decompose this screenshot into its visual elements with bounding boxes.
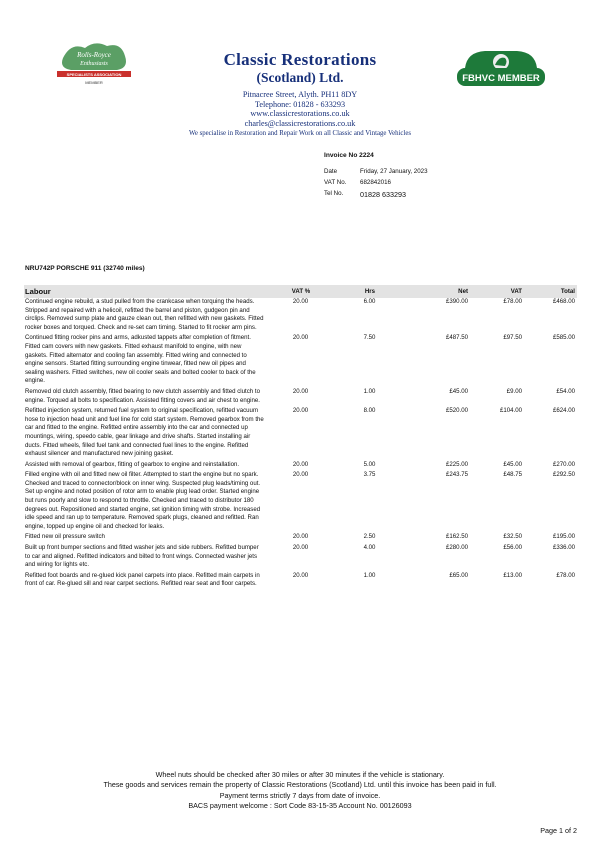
row-net: £65.00 — [449, 571, 468, 579]
row-total: £468.00 — [552, 298, 575, 305]
row-vat: £48.75 — [503, 471, 522, 479]
row-vat-percent: 20.00 — [292, 298, 309, 305]
table-row — [24, 298, 577, 334]
website: www.classicrestorations.co.uk — [250, 109, 350, 119]
row-vat-percent: 20.00 — [292, 571, 309, 579]
company-name: Classic Restorations — [223, 50, 377, 69]
row-net: £225.00 — [445, 460, 468, 468]
tagline: We specialise in Restoration and Repair Work on all Classic and Vintage Vehicles — [189, 130, 411, 137]
row-hours: 4.00 — [363, 544, 376, 552]
row-hours: 7.50 — [363, 334, 376, 342]
row-hours: 2.50 — [363, 533, 376, 541]
row-description: Filled engine with oil and fitted new oil filter. Attempted to start the engine but no spark. Checked and traced to connector/block on inner wing. Suspected plug leads/timing out. Set up engine and noted position of rotor arm to enable plug lead order. Started engine but runs poorly and slow to respond to throttle. Checked and traced to distributor 180 degrees out. Repositioned and started engine, set ignition timing with strobe. Increased idle speed and ran up to temperature. Removed spark plugs, cleaned and refitted. Ran engine, topped up engine oil and checked for leaks. — [25, 471, 261, 530]
row-vat-percent: 20.00 — [292, 460, 309, 468]
terms-footer — [0, 770, 600, 812]
tel-row — [324, 190, 428, 201]
row-description: Continued engine rebuild, a stud pulled from the crankcase when torquing the heads. Stripped and repaired with a helicoil, refitted the barrel and piston, gudgeon pin and circlips. Removed sump plate and gauze clean out, then refitted with new gaskets. Fitted rocker boxes and torqued. Check and re-set cam timing. Started to fit rocker arm pins. — [25, 298, 264, 331]
vat-label: VAT No. — [324, 179, 347, 186]
row-description: Fitted new oil pressure switch — [25, 533, 105, 541]
row-net: £280.00 — [445, 544, 468, 552]
row-net: £243.75 — [445, 471, 468, 479]
row-vat: £13.00 — [503, 571, 522, 579]
email: charles@classicrestorations.co.uk — [244, 118, 356, 128]
row-vat-percent: 20.00 — [292, 533, 309, 541]
row-vat: £32.50 — [503, 533, 522, 541]
row-description: Built up front bumper sections and fitted washer jets and side rubbers. Refitted bumper to car and aligned. Refitted indicators and bilted to front wings. Connected washer jets and wiring for lights etc. — [25, 544, 259, 569]
table-row — [24, 544, 577, 572]
row-vat: £97.50 — [503, 334, 522, 342]
row-hours: 1.00 — [363, 571, 376, 579]
row-vat-percent: 20.00 — [292, 334, 309, 342]
vat-number-row — [324, 179, 428, 190]
page-number: Page 1 of 2 — [540, 826, 577, 835]
row-vat-percent: 20.00 — [292, 471, 309, 479]
row-net: £520.00 — [445, 407, 468, 415]
address: Pitnacree Street, Alyth. PH11 8DY — [242, 90, 358, 99]
row-vat: £45.00 — [503, 460, 522, 468]
contact-block — [0, 90, 600, 128]
vat-value: 682842016 — [360, 179, 391, 186]
row-total: £54.00 — [556, 387, 575, 395]
row-vat-percent: 20.00 — [292, 407, 309, 415]
table-header-row — [24, 285, 577, 298]
logo-band-text: SPECIALISTS ASSOCIATION — [66, 71, 122, 77]
row-vat: £104.00 — [499, 407, 522, 415]
labour-table — [24, 285, 577, 591]
row-vat: £78.00 — [503, 298, 522, 305]
table-row — [24, 461, 577, 472]
column-header-total: Total — [524, 285, 577, 298]
logo-member-text: MEMBER — [85, 80, 103, 85]
row-description: Refitted foot boards and re-glued kick panel carpets into place. Refitted main carpets in front of car. Re-glued sill and rear carpet sections. Refitted rear seat and floor carpets. — [25, 571, 260, 588]
row-total: £585.00 — [552, 334, 575, 342]
row-hours: 1.00 — [363, 387, 376, 395]
table-row — [24, 572, 577, 591]
row-description: Assisted with removal of gearbox, fitting of gearbox to engine and reinstallation. — [25, 460, 240, 468]
column-header-vat: VAT — [470, 285, 524, 298]
row-total: £78.00 — [556, 571, 575, 579]
tel-value: 01828 633293 — [360, 190, 406, 199]
row-hours: 8.00 — [363, 407, 376, 415]
footer-line-payment-terms: Payment terms strictly 7 days from date of invoice. — [219, 790, 381, 800]
column-header-labour: Labour — [24, 285, 266, 298]
row-vat: £56.00 — [503, 544, 522, 552]
row-description: Removed old clutch assembly, fitted bearing to new clutch assembly and fitted clutch to engine. Torqued all bolts to specification. Assisted fitting covers and air chest to engine. — [25, 387, 260, 404]
row-net: £45.00 — [449, 387, 468, 395]
column-header-net: Net — [404, 285, 470, 298]
row-hours: 3.75 — [363, 471, 376, 479]
date-value: Friday, 27 January, 2023 — [360, 168, 428, 175]
footer-line-bacs: BACS payment welcome : Sort Code 83-15-35 Account No. 00126093 — [188, 801, 412, 811]
badge-text: FBHVC MEMBER — [462, 73, 540, 84]
row-net: £390.00 — [445, 298, 468, 305]
row-description: Continued fitting rocker pins and arms, adkusted tappets after completion of fitment. Fitted cam covers with new gaskets. Fitted exhaust manifold to engine, with new gaskets. Fitted alternator and cooling fan assembly. Fitted wiring and connected to engine sensors. Started fitting surrounding engine tinwear, fitted new oil pipes and sealing washers. Fitted switches, new oil cooler seals and bolted cooler to back of the engine. — [25, 334, 256, 385]
invoice-details — [324, 152, 428, 201]
table-row — [24, 407, 577, 461]
row-total: £292.50 — [552, 471, 575, 479]
date-label: Date — [324, 168, 338, 175]
row-total: £270.00 — [552, 460, 575, 468]
tel-label: Tel No. — [324, 190, 344, 197]
invoice-date-row — [324, 168, 428, 179]
row-hours: 5.00 — [363, 460, 376, 468]
row-total: £336.00 — [552, 544, 575, 552]
column-header-vat-percent: VAT % — [266, 285, 336, 298]
row-net: £162.50 — [445, 533, 468, 541]
row-total: £195.00 — [552, 533, 575, 541]
company-name-suffix: (Scotland) Ltd. — [256, 70, 344, 85]
table-row — [24, 388, 577, 407]
row-vat: £9.00 — [506, 387, 522, 395]
fbhvc-member-badge — [455, 46, 547, 92]
footer-line-wheel-nuts: Wheel nuts should be checked after 30 miles or after 30 minutes if the vehicle is stationary. — [155, 770, 445, 779]
invoice-number: Invoice No 2224 — [324, 152, 374, 159]
telephone: Telephone: 01828 - 633293 — [254, 99, 346, 109]
table-row — [24, 334, 577, 388]
row-total: £624.00 — [552, 407, 575, 415]
row-vat-percent: 20.00 — [292, 387, 309, 395]
logo-script-2: Enthusiasts — [80, 61, 108, 67]
footer-line-property: These goods and services remain the property of Classic Restorations (Scotland) Ltd. until this invoice has been paid in full. — [103, 780, 497, 790]
table-row — [24, 471, 577, 533]
row-description: Refitted injection system, returned fuel system to original specification, refitted vacuum hose to injection head unit and fuel line for cold start system. Removed gearbox from the car and fitted to the engine. Refitted entire assembly into the car and connected up mountings, wiring, speedo cable, gear linkage and drive shafts. Started installing air ducts. Fitted wheels, filled fuel tank and connected fuel lines to the engine. Refitted exhaust silencer and manufactured new joining gasket. — [25, 407, 264, 458]
column-header-hours: Hrs — [336, 285, 404, 298]
vehicle-reference: NRU742P PORSCHE 911 (32740 miles) — [25, 265, 145, 272]
row-hours: 6.00 — [363, 298, 376, 305]
row-vat-percent: 20.00 — [292, 544, 309, 552]
table-row — [24, 533, 577, 544]
row-net: £487.50 — [445, 334, 468, 342]
logo-script-1: Rolls-Royce — [77, 51, 111, 59]
